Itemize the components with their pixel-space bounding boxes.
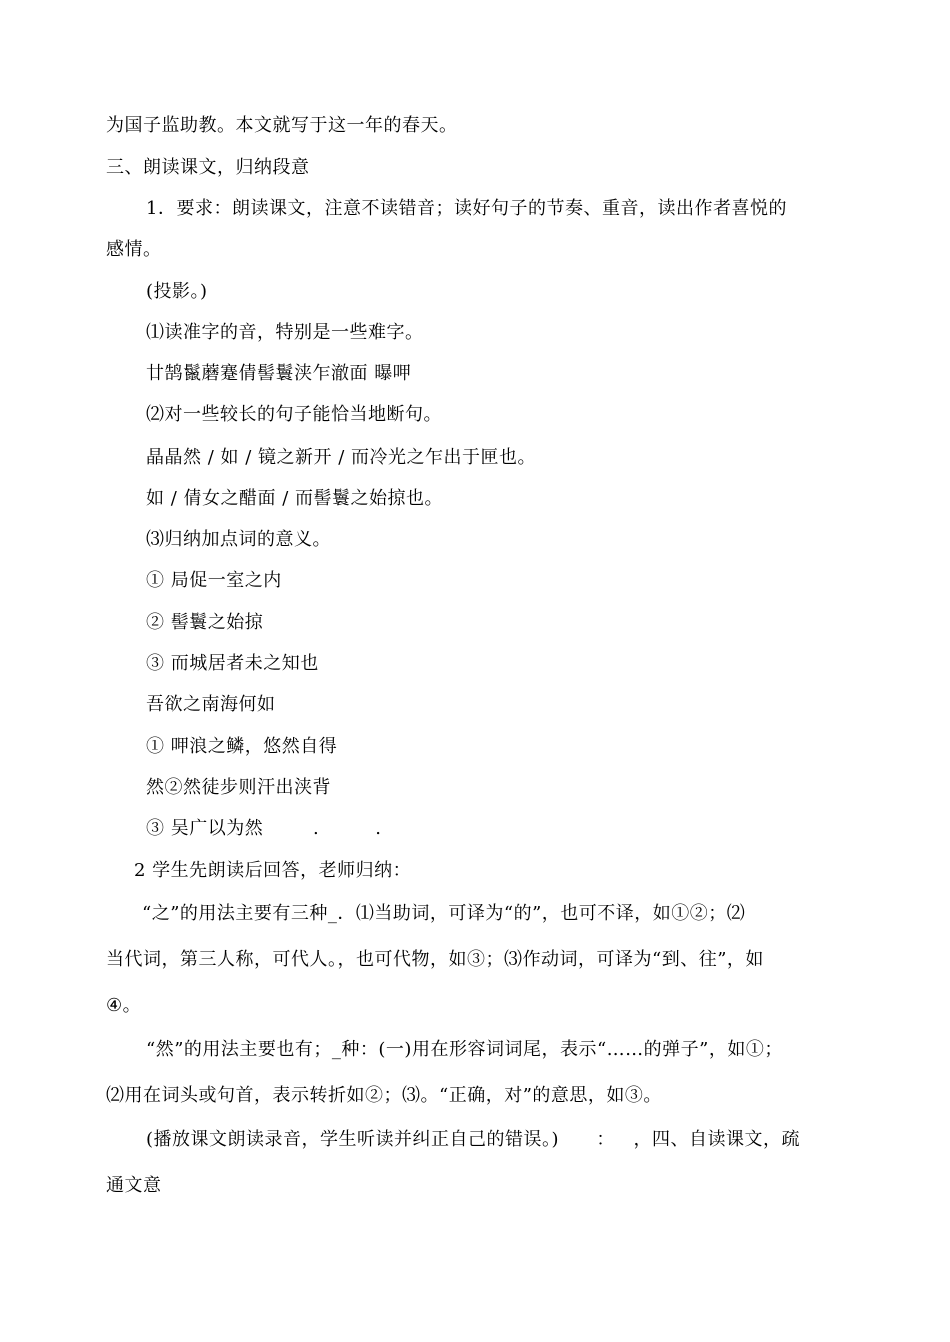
text-line: (播放课文朗读录音，学生听读并纠正自己的错误。) ： ，四、自读课文，疏 — [146, 1129, 801, 1150]
text-line: 1．要求：朗读课文，注意不读错音；读好句子的节奏、重音，读出作者喜悦的 — [146, 198, 787, 219]
section-heading: 三、朗读课文，归纳段意 — [106, 157, 310, 178]
text-line: ⑶归纳加点词的意义。 — [146, 529, 331, 550]
text-line: ④。 — [106, 995, 142, 1016]
text-line: ⑵对一些较长的句子能恰当地断句。 — [146, 404, 442, 425]
text-line: ⑴读准字的音，特别是一些难字。 — [146, 322, 424, 343]
text-line: 为国子监助教。本文就写于这一年的春天。 — [106, 115, 458, 136]
text-line: 当代词，第三人称，可代人。，也可代物，如③；⑶作动词，可译为“到、往”，如 — [106, 949, 764, 970]
text-line: 感情。 — [106, 239, 162, 260]
text-line: 如 / 倩女之醋面 / 而髻鬟之始掠也。 — [146, 488, 444, 509]
list-item: ① 呷浪之鳞，悠然自得 — [146, 736, 338, 757]
text-line: 廿鹄鬣蘑蹇倩髻鬟浃乍澈面 曝呷 — [146, 363, 412, 384]
text-line: ⑵用在词头或句首，表示转折如②；⑶。“正确，对”的意思，如③。 — [106, 1085, 662, 1106]
list-item: ③ 而城居者未之知也 — [146, 653, 319, 674]
list-item: 然②然徒步则汗出浃背 — [146, 777, 331, 798]
list-item: ② 髻鬟之始掠 — [146, 612, 264, 633]
text-line: “之”的用法主要有三种_．⑴当助词，可译为“的”，也可不译，如①②；⑵ — [142, 903, 746, 924]
list-item: ③ 吴广以为然 . . — [146, 818, 382, 839]
text-line: (投影。) — [146, 281, 208, 302]
list-item: 吾欲之南海何如 — [146, 694, 276, 715]
text-line: 2 学生先朗读后回答，老师归纳： — [134, 860, 412, 881]
list-item: ① 局促一室之内 — [146, 570, 282, 591]
text-line: 晶晶然 / 如 / 镜之新开 / 而冷光之乍出于匣也。 — [146, 447, 537, 468]
text-line: “然”的用法主要也有；_种：(一)用在形容词词尾，表示“……的弹子”，如①； — [146, 1039, 783, 1060]
text-line: 通文意 — [106, 1175, 162, 1196]
